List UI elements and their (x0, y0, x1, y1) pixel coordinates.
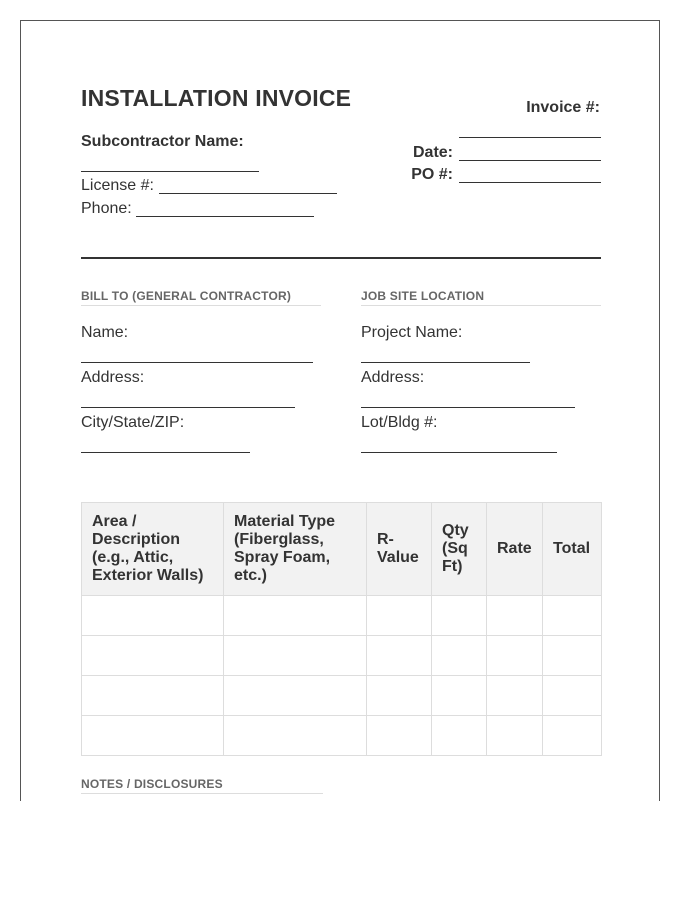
date-label: Date: (412, 144, 453, 161)
table-cell[interactable] (224, 676, 367, 716)
table-cell[interactable] (367, 636, 432, 676)
table-cell[interactable] (487, 596, 543, 636)
column-header-r-value: R-Value (367, 503, 432, 596)
table-cell[interactable] (543, 596, 602, 636)
license-field[interactable] (159, 193, 337, 194)
column-header-rate: Rate (487, 503, 543, 596)
table-header-row (82, 503, 602, 596)
table-cell[interactable] (432, 716, 487, 756)
job-site-project-field[interactable] (361, 362, 530, 363)
license-label: License #: (81, 177, 154, 194)
table-row (82, 636, 602, 676)
table-cell[interactable] (543, 716, 602, 756)
column-header-qty: Qty (Sq Ft) (432, 503, 487, 596)
table-cell[interactable] (367, 596, 432, 636)
table-row (82, 596, 602, 636)
subcontractor-name-label: Subcontractor Name: (81, 133, 244, 150)
invoice-number-label: Invoice #: (526, 99, 600, 116)
po-number-field[interactable] (459, 182, 601, 183)
line-items-table (81, 502, 602, 756)
job-site-lot-label: Lot/Bldg #: (361, 414, 438, 431)
bill-to-address-label: Address: (81, 369, 145, 386)
job-site-section-rule (361, 305, 601, 306)
table-cell[interactable] (487, 676, 543, 716)
subcontractor-name-field[interactable] (81, 171, 259, 172)
bill-to-section-title: BILL TO (GENERAL CONTRACTOR) (81, 289, 292, 303)
invoice-number-field[interactable] (459, 137, 601, 138)
table-cell[interactable] (543, 636, 602, 676)
table-cell[interactable] (367, 676, 432, 716)
phone-label: Phone: (81, 200, 132, 217)
table-row (82, 716, 602, 756)
table-cell[interactable] (82, 636, 224, 676)
table-cell[interactable] (543, 676, 602, 716)
column-header-total: Total (543, 503, 602, 596)
job-site-project-label: Project Name: (361, 324, 463, 341)
header-divider (81, 257, 601, 259)
job-site-address-field[interactable] (361, 407, 575, 408)
date-field[interactable] (459, 160, 601, 161)
bill-to-city-field[interactable] (81, 452, 250, 453)
table-cell[interactable] (82, 676, 224, 716)
table-row (82, 676, 602, 716)
notes-section-title: NOTES / DISCLOSURES (81, 777, 223, 791)
job-site-lot-field[interactable] (361, 452, 557, 453)
po-number-label: PO #: (411, 166, 453, 183)
table-cell[interactable] (224, 596, 367, 636)
bill-to-name-field[interactable] (81, 362, 313, 363)
bill-to-name-label: Name: (81, 324, 129, 341)
invoice-page (20, 20, 660, 801)
table-cell[interactable] (432, 636, 487, 676)
page-title: INSTALLATION INVOICE (81, 85, 352, 111)
bill-to-address-field[interactable] (81, 407, 295, 408)
table-cell[interactable] (224, 716, 367, 756)
table-cell[interactable] (224, 636, 367, 676)
table-cell[interactable] (367, 716, 432, 756)
table-cell[interactable] (82, 716, 224, 756)
phone-field[interactable] (136, 216, 314, 217)
job-site-section-title: JOB SITE LOCATION (361, 289, 485, 303)
table-cell[interactable] (487, 636, 543, 676)
table-cell[interactable] (432, 596, 487, 636)
bill-to-section-rule (81, 305, 321, 306)
job-site-address-label: Address: (361, 369, 425, 386)
notes-section-rule (81, 793, 323, 794)
column-header-material: Material Type (Fiberglass, Spray Foam, etc.) (224, 503, 367, 596)
column-header-area: Area / Description (e.g., Attic, Exterior Walls) (82, 503, 224, 596)
bill-to-city-label: City/State/ZIP: (81, 414, 185, 431)
table-cell[interactable] (432, 676, 487, 716)
table-cell[interactable] (487, 716, 543, 756)
table-cell[interactable] (82, 596, 224, 636)
